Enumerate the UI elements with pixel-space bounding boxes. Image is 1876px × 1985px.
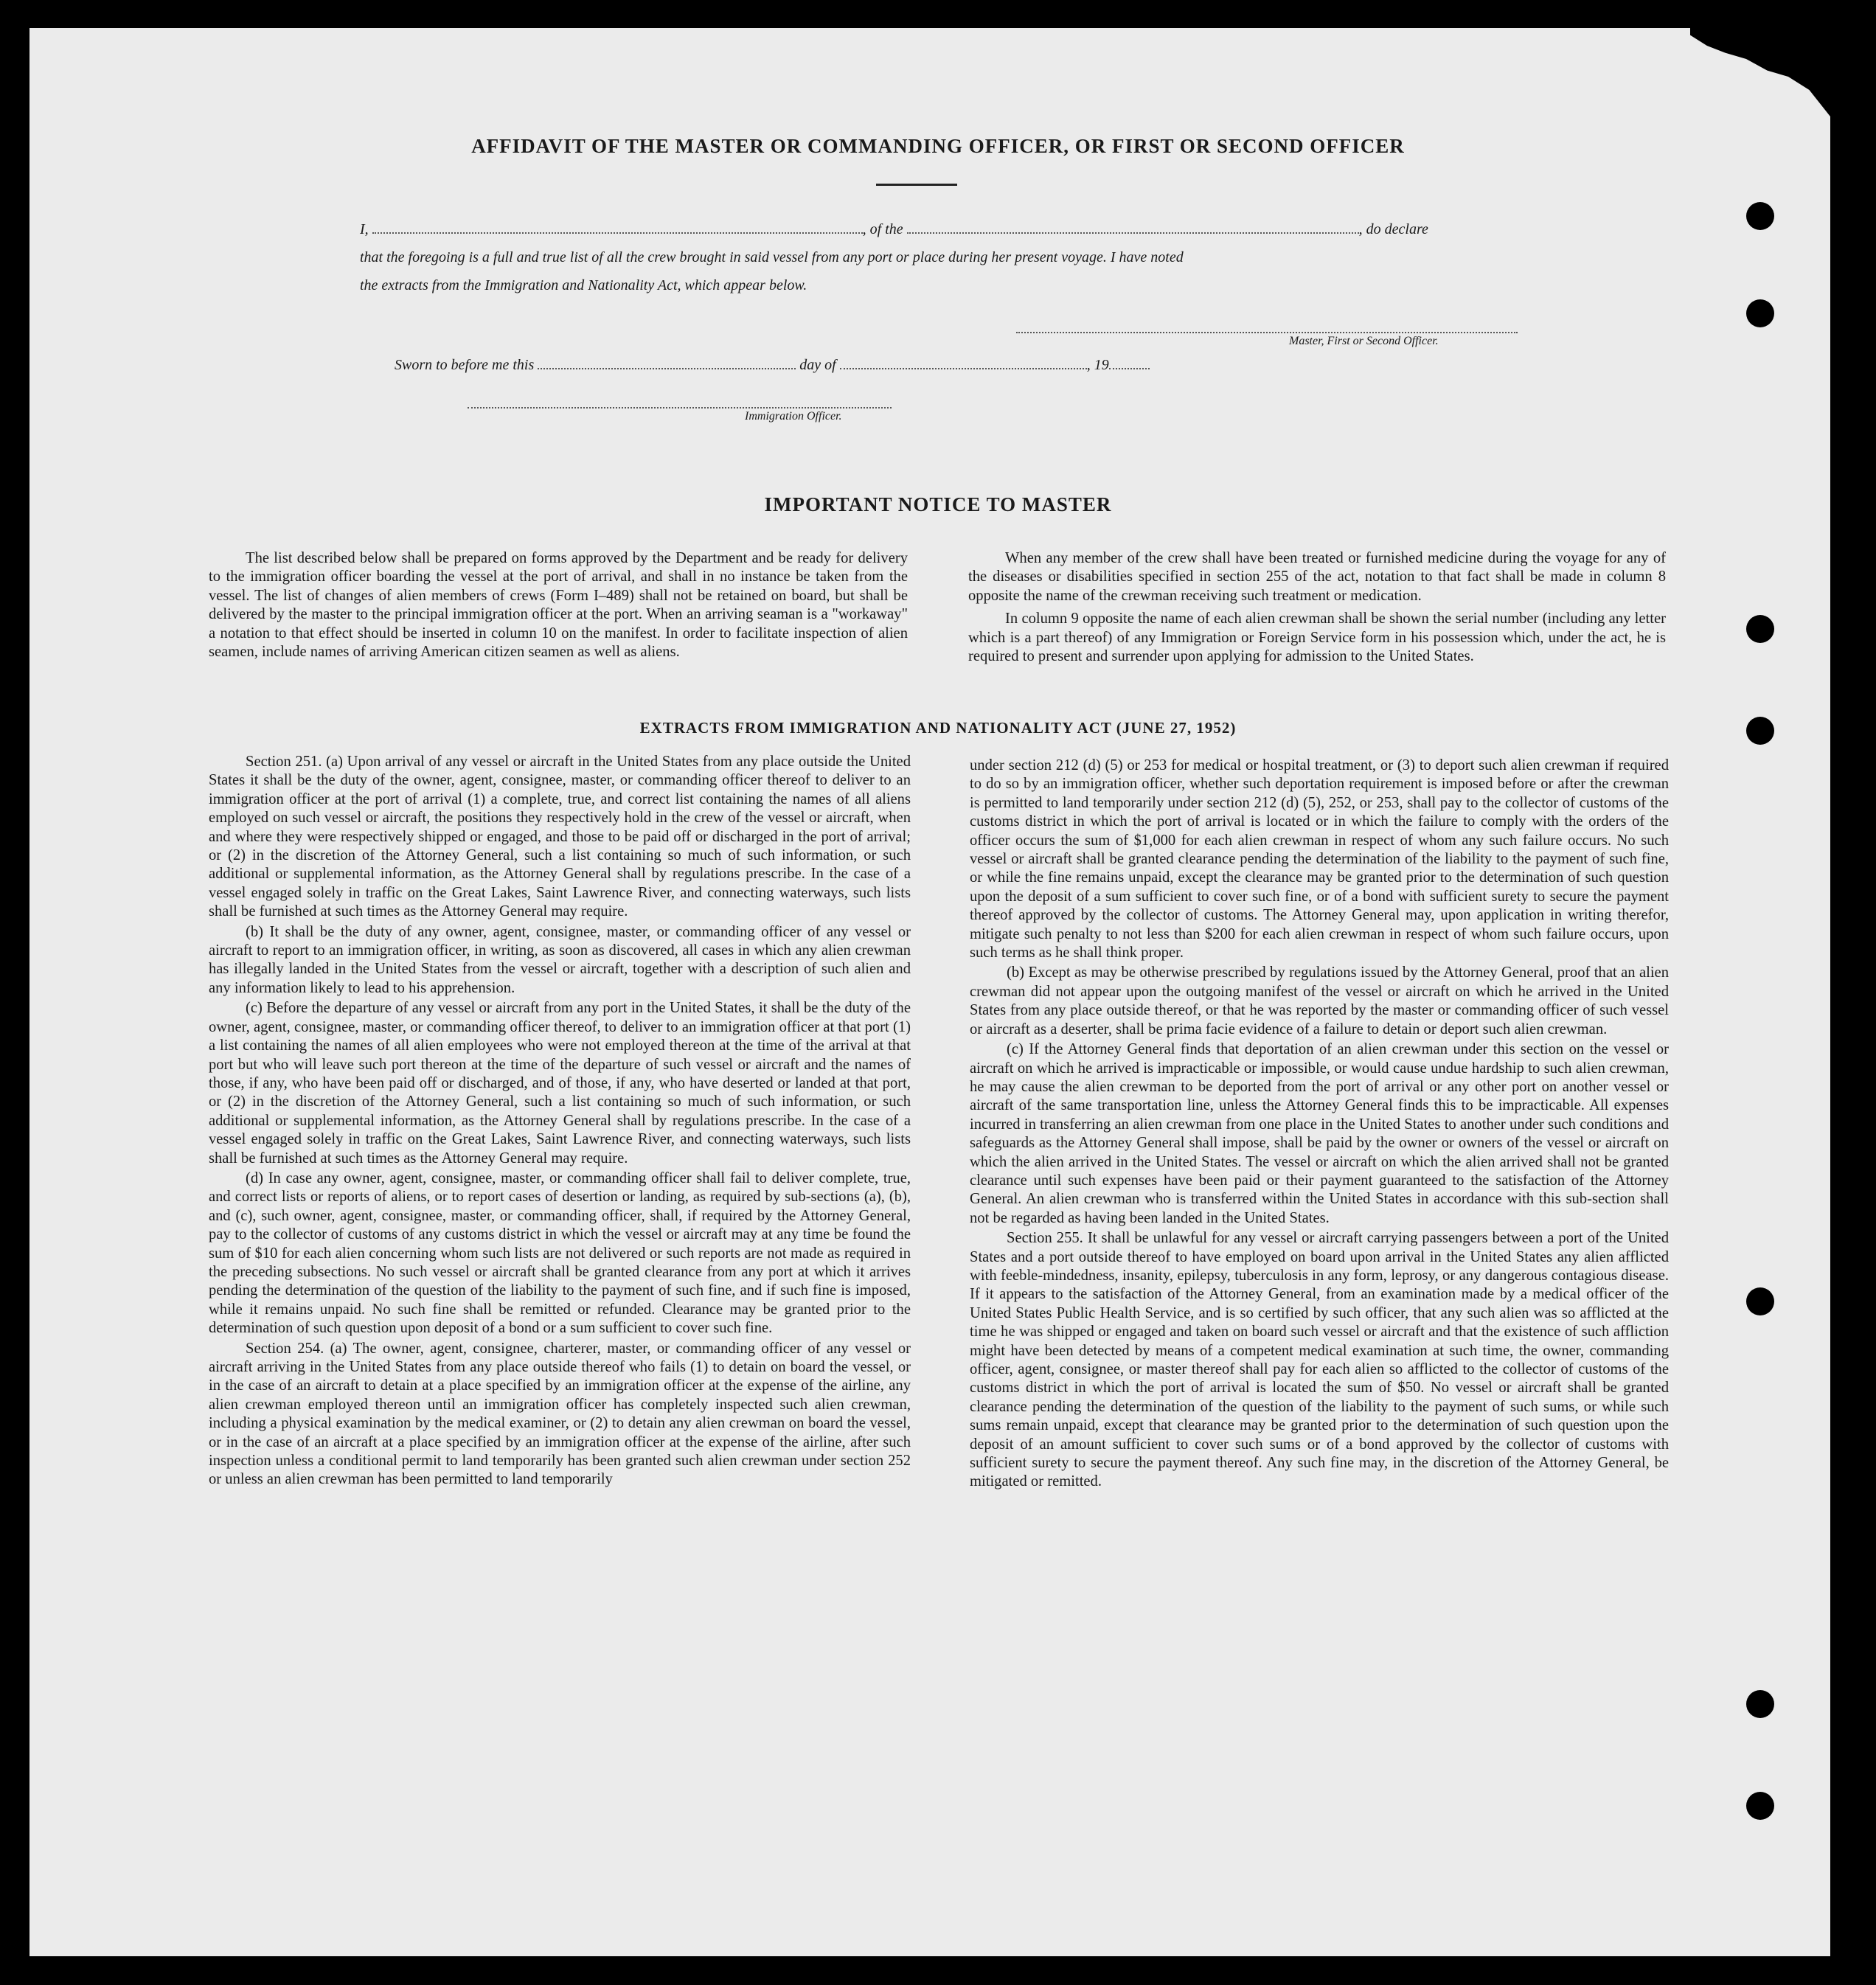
immigration-caption: Immigration Officer.: [745, 410, 842, 423]
extract-paragraph: under section 212 (d) (5) or 253 for medical or hospital treatment, or (3) to deport such alien crewman if required to do so by an immigration officer, whether such deportation requirement is imposed before or after the crewman is permitted to land temporarily under section 212 (d) (5), 252, or 253, shall pay to the collector of customs of the customs district in which the port of arrival is located or in which the failure to comply with the orders of the officer occurs the sum of $1,000 for each alien crewman in respect of whom any such failure occurs. No such vessel or aircraft shall be granted clearance pending the determination of the liability to the payment of such fine, or while the fine remains unpaid, except the clearance may be granted prior to the determination of such question upon the deposit of a sum sufficient to cover such fine, or of a bond with sufficient surety to secure the payment thereof approved by the collector of customs. The Attorney General may, upon application in writing therefor, mitigate such penalty to not less than $200 for each alien crewman in respect of whom such failure occurs, upon such terms as he shall think proper.: [970, 757, 1669, 962]
extract-paragraph: (b) It shall be the duty of any owner, agent, consignee, master, or commanding officer of any vessel or aircraft to report to an immigration officer, in writing, as soon as discovered, all cases in which any alien crewman has illegally landed in the United States from the vessel or aircraft, together with a description of such alien and any information likely to lead to his apprehension.: [209, 923, 911, 996]
punch-hole: [1746, 1792, 1774, 1820]
extract-paragraph: Section 251. (a) Upon arrival of any vessel or aircraft in the United States from any place outside the United States it shall be the duty of the owner, agent, consignee, master, or commanding officer thereof to deliver to an immigration officer at the port of arrival (1) a complete, true, and correct list containing the names of all aliens employed on such vessel or aircraft, the positions they respectively hold in the crew of the vessel or aircraft, when and where they were respectively shipped or engaged, and those to be paid off or discharged in the port of arrival; or (2) in the discretion of the Attorney General, such a list containing so much of such information, or such additional or supplemental information, as the Attorney General shall by regulations prescribe. In the case of a vessel engaged solely in traffic on the Great Lakes, Saint Lawrence River, and connecting waterways, such lists shall be furnished at such times as the Attorney General may require.: [209, 754, 911, 920]
declaration: [360, 215, 1518, 299]
extracts-right-column: [970, 757, 1669, 1493]
notice-paragraph: In column 9 opposite the name of each alien crewman shall be shown the serial number (including any letter which is a part thereof) of any Immigration or Foreign Service form in his possession which, under the act, he is required to present and surrender upon applying for admission to the United States.: [968, 611, 1666, 665]
day-of: day of: [799, 357, 836, 373]
sworn-month-blank: [840, 365, 1087, 369]
extract-paragraph: Section 255. It shall be unlawful for any vessel or aircraft carrying passengers between a port of the United States and a port outside thereof to have employed on board upon arrival in the United States any alien afflicted with feeble-mindedness, insanity, epilepsy, tuberculosis in any form, leprosy, or any dangerous contagious disease. If it appears to the satisfaction of the Attorney General, from an examination made by a medical officer of the United States Public Health Service, and is so certified by such officer, that any such alien was so afflicted at the time he was shipped or engaged and taken on board such vessel or aircraft and that the existence of such affliction might have been detected by means of a competent medical examination at such time, the owner, commanding officer, agent, consignee, or master thereof shall pay for each alien so afflicted to the collector of customs of the customs district in which the port of arrival is located the sum of $50. No vessel or aircraft shall be granted clearance pending the determination of the question of the liability to the payment of such sums, or while such sums remain unpaid, except that clearance may be granted prior to the determination of such question upon the deposit of an amount sufficient to cover such sums or of a bond approved by the collector of customs with sufficient surety to secure the payment thereof. Any such fine may, in the discretion of the Attorney General, be mitigated or remitted.: [970, 1230, 1669, 1490]
decl-of-the: , of the: [862, 221, 903, 237]
extracts-left-column: [209, 753, 911, 1491]
extract-paragraph: (d) In case any owner, agent, consignee, master, or commanding officer shall fail to deliver complete, true, and correct lists or reports of aliens, or to report cases of desertion or landing, as required by sub-sections (a), (b), and (c), such owner, agent, consignee, master, or commanding officer, shall, if required by the Attorney General, pay to the collector of customs of any customs district in which the vessel or aircraft may at any time be found the sum of $10 for each alien concerning whom such lists are not delivered or such reports are not made as required in the preceding subsections. No such vessel or aircraft shall be granted clearance from any port at which it arrives pending the determination of the question of the liability to the payment of such fine, and if such fine is imposed, while it remains unpaid. No such fine shall be remitted or refunded. Clearance may be granted prior to the determination of such question upon deposit of a bond or a sum sufficient to cover such fine.: [209, 1169, 911, 1337]
punch-hole: [1746, 615, 1774, 643]
sworn-text: Sworn to before me this: [395, 357, 535, 373]
decl-i: I,: [360, 221, 369, 237]
punch-hole: [1746, 1690, 1774, 1718]
master-signature-line: [1016, 332, 1518, 333]
notice-title: IMPORTANT NOTICE TO MASTER: [764, 493, 1112, 515]
title-underline: [876, 184, 957, 186]
punch-hole: [1746, 1287, 1774, 1315]
sworn-line: [395, 357, 1150, 374]
notice-left-column: [209, 549, 908, 663]
extract-paragraph: (c) If the Attorney General finds that deportation of an alien crewman under this section on the vessel or aircraft on which he arrived is impracticable or impossible, or would cause undue hardship to such alien crewman, he may cause the alien crewman to be deported from the port of arrival or any other port on another vessel or aircraft of the same transportation line, unless the Attorney General finds this to be impracticable. All expenses incurred in transferring an alien crewman from one place in the United States to another under such conditions and safeguards as the Attorney General shall impose, shall be paid by the owner or owners of the vessel or aircraft on which the alien arrived in the United States. The vessel or aircraft on which the alien arrived shall not be granted clearance until such expenses have been paid or their payment guaranteed to the satisfaction of the Attorney General. An alien crewman who is transferred within the United States in accordance with this sub-section shall not be regarded as having been landed in the United States.: [970, 1041, 1669, 1226]
decl-do-declare: , do declare: [1358, 221, 1428, 237]
sworn-day-blank: [538, 365, 796, 369]
vessel-blank: [907, 229, 1359, 234]
extract-paragraph: Section 254. (a) The owner, agent, consignee, charterer, master, or commanding officer of any vessel or aircraft arriving in the United States from any place outside thereof who fails (1) to detain on board the vessel, or in the case of an aircraft to detain at a place specified by an immigration officer at the expense of the airline, any alien crewman employed thereon until an immigration officer has completely inspected such alien crewman, including a physical examination by the medical examiner, or (2) to detain any alien crewman on board the vessel, or in the case of an aircraft at a place specified by an immigration officer at the expense of the airline, after such inspection unless a conditional permit to land temporarily has been granted such alien crewman under section 252 or unless an alien crewman has been permitted to land temporarily: [209, 1340, 911, 1488]
torn-corner: [1690, 28, 1830, 117]
notice-right-column: [968, 549, 1666, 667]
immigration-signature-line: [468, 407, 892, 409]
decl-line-2: that the foregoing is a full and true list of all the crew brought in said vessel from any port or place during her present voyage. I have noted: [360, 249, 1184, 265]
punch-hole: [1746, 202, 1774, 230]
year-prefix: , 19: [1086, 357, 1109, 373]
decl-line-3: the extracts from the Immigration and Nationality Act, which appear below.: [360, 277, 807, 293]
name-blank: [372, 229, 863, 234]
year-blank: [1109, 365, 1150, 369]
affidavit-title: AFFIDAVIT OF THE MASTER OR COMMANDING OFFICER, OR FIRST OR SECOND OFFICER: [471, 135, 1405, 157]
master-caption: Master, First or Second Officer.: [1289, 335, 1439, 347]
notice-paragraph: When any member of the crew shall have been treated or furnished medicine during the voyage for any of the diseases or disabilities specified in section 255 of the act, notation to that fact shall be made in column 8 opposite the name of the crewman receiving such treatment or medication.: [968, 550, 1666, 604]
punch-hole: [1746, 299, 1774, 327]
notice-paragraph: The list described below shall be prepared on forms approved by the Department and be ready for delivery to the immigration officer boarding the vessel at the port of arrival, and shall in no instance be taken from the vessel. The list of changes of alien members of crews (Form I–489) shall not be retained on board, but shall be delivered by the master to the principal immigration officer at the port. When an arriving seaman is a "workaway" a notation to that effect should be inserted in column 10 on the manifest. In order to facilitate inspection of alien seamen, include names of arriving American citizen seamen as well as aliens.: [209, 550, 908, 661]
extract-paragraph: (b) Except as may be otherwise prescribed by regulations issued by the Attorney General, proof that an alien crewman did not appear upon the outgoing manifest of the vessel or aircraft on which he arrived in the United States from any place outside thereof, or that he was reported by the master or commanding officer of such vessel or aircraft as a deserter, shall be prima facie evidence of a failure to detain or deport such alien crewman.: [970, 964, 1669, 1037]
extract-paragraph: (c) Before the departure of any vessel or aircraft from any port in the United States, it shall be the duty of the owner, agent, consignee, master, or commanding officer thereof, to deliver to an immigration officer at that port (1) a list containing the names of all alien employees who were not employed thereon at the time of the arrival at that port but who will leave such port thereon at the time of the departure of such vessel or aircraft and the names of those, if any, who have been paid off or discharged, and of those, if any, who have deserted or landed at that port, or (2) in the discretion of the Attorney General, such a list containing so much of such information, or such additional or supplemental information, as the Attorney General shall by regulations prescribe. In the case of a vessel engaged solely in traffic on the Great Lakes, Saint Lawrence River, and connecting waterways, such lists shall be furnished at such times as the Attorney General may require.: [209, 1000, 911, 1167]
extracts-title: EXTRACTS FROM IMMIGRATION AND NATIONALITY ACT (JUNE 27, 1952): [639, 719, 1237, 737]
